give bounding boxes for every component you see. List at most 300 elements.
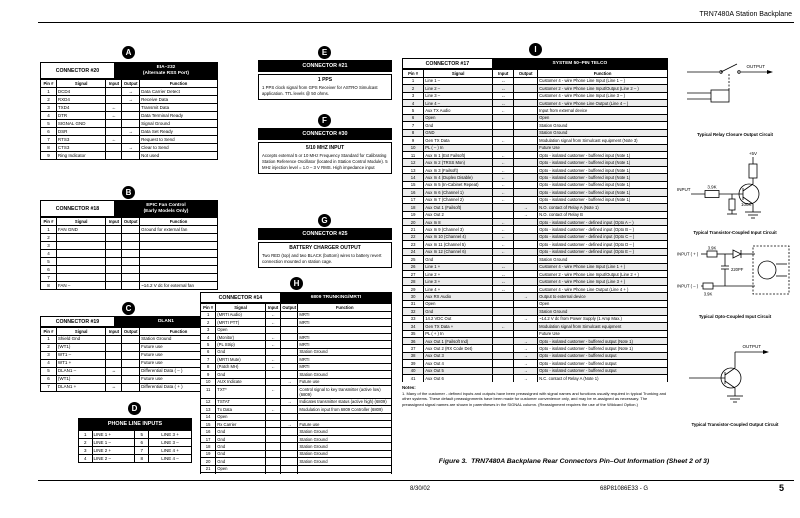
table-cell: 29 <box>403 285 424 292</box>
table-row <box>403 300 668 307</box>
pin-table-body <box>41 225 218 289</box>
connector-17-notes <box>402 385 668 407</box>
phone-line-inputs-table <box>78 430 192 463</box>
table-cell: ← <box>493 137 514 144</box>
table-row <box>201 319 392 326</box>
table-cell: ↔ <box>493 77 514 84</box>
connector-18-pin-table <box>40 217 218 289</box>
table-row <box>403 159 668 166</box>
table-cell: → <box>514 315 538 322</box>
table-row <box>201 473 392 474</box>
table-cell: MRTI <box>298 311 392 318</box>
table-cell <box>106 343 122 351</box>
table-cell: 5 <box>41 119 57 127</box>
table-cell <box>298 473 392 474</box>
table-cell: Aux In 2 (TRSS Mon) <box>424 159 493 166</box>
table-cell <box>140 273 218 281</box>
footer-page-number: 5 <box>778 483 784 493</box>
table-cell: Future use <box>140 359 218 367</box>
table-row <box>201 311 392 318</box>
table-cell: → <box>281 378 298 385</box>
table-cell: ↔ <box>493 92 514 99</box>
table-cell: Aux In 8 <box>424 218 493 225</box>
table-cell <box>122 111 140 119</box>
table-cell <box>122 265 140 273</box>
table-cell: 14 <box>201 413 216 420</box>
table-cell: → <box>281 421 298 428</box>
header-row <box>41 218 218 225</box>
table-cell: 33 <box>403 315 424 322</box>
table-cell <box>281 333 298 340</box>
notes-label: Notes: <box>402 385 416 390</box>
table-row <box>403 367 668 374</box>
table-cell: 21 <box>201 465 216 472</box>
connector-20-subtitle-line2: (Alternate RSS Port) <box>142 70 189 76</box>
table-cell: 9 <box>403 137 424 144</box>
column-header: Input <box>106 328 122 335</box>
table-cell: Opto - isolated customer - defined input (Opto A – ) <box>538 218 668 225</box>
table-cell: Opto - isolated customer - defined input (Opto D – ) <box>538 241 668 248</box>
table-cell: 12 <box>201 398 216 405</box>
table-cell: Aux TX Audio <box>424 107 493 114</box>
table-row <box>41 111 218 119</box>
table-cell: 5 <box>403 107 424 114</box>
table-cell: 17 <box>201 435 216 442</box>
table-cell: Aux Out 1 (Failsoft) <box>424 204 493 211</box>
table-cell: → <box>514 360 538 367</box>
table-cell: LINE 4 – <box>149 455 192 463</box>
pin-table-header <box>41 328 218 335</box>
table-cell: → <box>514 337 538 344</box>
phone-line-inputs-section <box>78 418 192 463</box>
connector-17-subtitle <box>493 59 667 68</box>
pin-table-body <box>41 87 218 159</box>
connector-20-title: CONNECTOR #20 <box>41 63 115 78</box>
table-cell <box>122 103 140 111</box>
table-row <box>41 119 218 127</box>
table-cell: Opto - isolated customer - buffered input (Note 1) <box>538 166 668 173</box>
table-cell <box>493 360 514 367</box>
table-cell: 34 <box>403 323 424 330</box>
table-cell: Opto - isolated customer - buffered output <box>538 360 668 367</box>
table-cell <box>514 196 538 203</box>
table-row <box>41 375 218 383</box>
table-cell: Station Ground <box>140 335 218 343</box>
table-cell <box>493 308 514 315</box>
table-cell: Station Ground <box>538 129 668 136</box>
relay-closure-output-circuit <box>674 56 796 137</box>
table-cell <box>493 375 514 382</box>
table-cell <box>514 263 538 270</box>
table-cell: ← <box>106 111 122 119</box>
table-row <box>41 95 218 103</box>
section-badge-c: C <box>122 302 135 315</box>
table-cell: ← <box>493 226 514 233</box>
table-cell: 10 <box>201 378 216 385</box>
table-cell: ← <box>265 311 280 318</box>
table-row <box>41 225 218 233</box>
table-cell: 4 <box>403 99 424 106</box>
table-cell <box>140 257 218 265</box>
table-cell: Station Ground <box>298 348 392 355</box>
table-row <box>403 114 668 121</box>
table-cell: Aux In 3 (Failsoft) <box>424 166 493 173</box>
table-cell: ← <box>106 103 122 111</box>
connector-17-pin-table <box>402 69 668 382</box>
table-cell: N.O. contact of Relay B <box>538 211 668 218</box>
table-cell <box>514 77 538 84</box>
table-cell <box>493 352 514 359</box>
table-row <box>403 330 668 337</box>
table-cell: TXT* <box>216 386 266 399</box>
table-cell: 10 <box>403 144 424 151</box>
table-cell: Open <box>538 300 668 307</box>
table-cell: 35 <box>403 330 424 337</box>
table-cell <box>106 265 122 273</box>
circuit-caption: Typical Opto-Coupled Input Circuit <box>698 314 772 319</box>
table-cell <box>140 233 218 241</box>
circuit-caption: Typical Relay Closure Output Circuit <box>696 132 774 137</box>
table-cell: → <box>514 345 538 352</box>
table-row <box>201 465 392 472</box>
table-cell: 8 <box>201 363 216 370</box>
output-arrowhead <box>767 70 773 74</box>
table-cell <box>493 330 514 337</box>
table-cell: Transmit Data <box>140 103 218 111</box>
table-cell: Data Set Ready <box>140 127 218 135</box>
table-cell: → <box>514 211 538 218</box>
table-cell <box>106 249 122 257</box>
table-cell <box>281 450 298 457</box>
table-cell: ← <box>265 363 280 370</box>
header-row <box>41 328 218 335</box>
column-header: Input <box>493 70 514 77</box>
table-cell: TSTAT <box>216 398 266 405</box>
table-cell: (MRTI Mute) <box>216 356 266 363</box>
table-cell: Opto - isolated customer - buffered input (Note 1) <box>538 181 668 188</box>
connector-21-box-text: 1 PPS clock signal from GPS Receiver for ASTRO Simulcast application. TTL levels @ 50 ohms. <box>262 85 378 97</box>
table-row <box>403 241 668 248</box>
connector-30-title: CONNECTOR #30 <box>258 128 392 140</box>
phone-table-body <box>79 431 192 463</box>
table-cell: Clear to Send <box>140 143 218 151</box>
table-cell: Line 1 – <box>424 77 493 84</box>
table-cell: RTS3 <box>56 135 106 143</box>
table-cell: Opto - isolated customer - buffered input (Note 1) <box>538 174 668 181</box>
table-cell: DLAN1 – <box>56 367 106 375</box>
column-header: Input <box>265 304 280 311</box>
table-row <box>403 137 668 144</box>
relay-closure-output-circuit-diagram <box>675 56 795 126</box>
resistor2-label: 3.9K <box>703 291 713 297</box>
table-cell: 39 <box>403 360 424 367</box>
table-cell: 26 <box>403 263 424 270</box>
table-cell <box>265 450 280 457</box>
table-row <box>201 348 392 355</box>
table-cell: ~14.2 V dc for external fan <box>140 281 218 289</box>
table-cell: Gnd <box>216 371 266 378</box>
table-cell <box>493 367 514 374</box>
phone-line-inputs-title: PHONE LINE INPUTS <box>78 418 192 430</box>
table-row <box>79 431 192 439</box>
section-badge-e: E <box>318 46 331 59</box>
transistor-coupled-input-circuit-diagram <box>675 146 795 224</box>
input-label: INPUT <box>677 187 691 192</box>
connector-18-title: CONNECTOR #18 <box>41 201 115 216</box>
table-cell <box>281 473 298 474</box>
table-cell <box>281 435 298 442</box>
table-cell: 7 <box>135 447 149 455</box>
table-cell <box>493 144 514 151</box>
table-cell: 7 <box>41 135 57 143</box>
table-cell: Opto - isolated customer - defined input (Opto C – ) <box>538 233 668 240</box>
table-cell: Gen TX Data <box>424 137 493 144</box>
table-cell: → <box>514 375 538 382</box>
table-cell: WT1 + <box>56 359 106 367</box>
table-cell <box>265 326 280 333</box>
table-cell: Receive Data <box>140 95 218 103</box>
table-cell <box>122 151 140 159</box>
connector-20-subtitle-line1: EIA–232 <box>156 64 176 70</box>
table-row <box>403 308 668 315</box>
connector-21-infobox <box>258 74 392 100</box>
table-row <box>41 343 218 351</box>
table-cell: 15 <box>403 181 424 188</box>
table-cell: LINE 2 + <box>92 447 135 455</box>
table-cell <box>265 473 280 474</box>
table-row <box>403 233 668 240</box>
table-cell <box>106 359 122 367</box>
table-cell: Gnd <box>424 308 493 315</box>
table-cell: 1 <box>79 431 93 439</box>
header-row <box>41 80 218 87</box>
transistor-symbol <box>691 157 761 218</box>
section-badge-g: G <box>318 214 331 227</box>
table-cell: 1 <box>41 225 57 233</box>
table-cell <box>514 278 538 285</box>
table-row <box>41 249 218 257</box>
table-row <box>201 356 392 363</box>
column-header: Signal <box>56 218 106 225</box>
table-cell: Opto - isolated customer - defined input (Opto E – ) <box>538 248 668 255</box>
table-cell: ↔ <box>493 263 514 270</box>
table-cell: MRTI <box>298 356 392 363</box>
table-row <box>41 241 218 249</box>
table-cell: 28 <box>403 278 424 285</box>
table-row <box>41 351 218 359</box>
table-cell: 6 <box>41 375 57 383</box>
connector-30-box-title: 5/10 MHZ INPUT <box>305 145 345 151</box>
table-cell: 20 <box>201 458 216 465</box>
table-cell: 41 <box>403 375 424 382</box>
table-cell: Aux In 12 (Channel 6) <box>424 248 493 255</box>
table-cell: Line 4 – <box>424 99 493 106</box>
table-cell <box>493 122 514 129</box>
table-row <box>201 326 392 333</box>
table-cell: RXD4 <box>56 95 106 103</box>
table-cell: Modulation input from 6809 Controller (6809) <box>298 406 392 413</box>
table-cell: 8 <box>41 143 57 151</box>
table-cell <box>514 122 538 129</box>
table-cell: ← <box>493 174 514 181</box>
table-cell: ← <box>493 218 514 225</box>
table-cell: Opto - isolated customer - buffered output <box>538 352 668 359</box>
table-cell: MRTI <box>298 341 392 348</box>
table-cell: Aux Out 2 <box>424 211 493 218</box>
table-row <box>201 333 392 340</box>
opto-coupler-symbol <box>701 246 789 294</box>
table-cell: 4 <box>201 333 216 340</box>
pin-table-body <box>201 311 392 474</box>
connector-21-title: CONNECTOR #21 <box>258 60 392 72</box>
table-cell: LINE 3 – <box>149 439 192 447</box>
table-cell: 2 <box>201 319 216 326</box>
table-cell: Differential Data ( – ) <box>140 367 218 375</box>
table-cell: → <box>122 87 140 95</box>
table-cell: 20 <box>403 218 424 225</box>
table-row <box>403 352 668 359</box>
table-cell <box>493 114 514 121</box>
table-cell: N.C. contact of Relay A (Note 1) <box>538 375 668 382</box>
table-cell: Gnd <box>424 256 493 263</box>
table-cell <box>56 265 106 273</box>
table-cell: Aux Out 4 <box>424 360 493 367</box>
section-badge-a: A <box>122 46 135 59</box>
opto-coupled-input-circuit <box>674 242 796 319</box>
table-cell: (PL Strip) <box>216 341 266 348</box>
table-cell <box>493 204 514 211</box>
table-row <box>201 413 392 420</box>
table-cell <box>106 257 122 265</box>
table-cell <box>514 271 538 278</box>
table-cell <box>122 233 140 241</box>
table-cell: 7 <box>41 273 57 281</box>
capacitor-label: 220PF <box>731 267 744 272</box>
table-cell <box>281 311 298 318</box>
page-header-title: TRN7480A Station Backplane <box>699 11 792 18</box>
table-cell <box>493 256 514 263</box>
table-cell: 18 <box>201 443 216 450</box>
circuit-caption: Typical Transistor-Coupled Input Circuit <box>693 230 777 235</box>
table-cell: Aux In 6 (Channel 1) <box>424 189 493 196</box>
table-cell: Customer 4 - wire Phone Line Input (Line 1 + ) <box>538 263 668 270</box>
table-cell <box>514 226 538 233</box>
table-cell: ← <box>265 406 280 413</box>
table-cell: 38 <box>403 352 424 359</box>
connector-30-infobox <box>258 142 392 174</box>
table-cell: ← <box>493 233 514 240</box>
table-row <box>41 359 218 367</box>
table-cell: ← <box>265 356 280 363</box>
table-row <box>403 174 668 181</box>
table-row <box>403 107 668 114</box>
table-cell: Future use <box>140 343 218 351</box>
table-row <box>403 345 668 352</box>
table-cell: 8 <box>135 455 149 463</box>
table-cell: Open <box>424 114 493 121</box>
input-plus-label: INPUT ( + ) <box>677 251 699 257</box>
table-cell <box>514 144 538 151</box>
table-row <box>41 273 218 281</box>
table-cell: Future Use <box>538 330 668 337</box>
table-cell <box>106 95 122 103</box>
table-cell: LINE 3 + <box>149 431 192 439</box>
table-cell <box>514 92 538 99</box>
table-cell: ← <box>493 196 514 203</box>
table-cell: DCD4 <box>56 87 106 95</box>
column-header: Function <box>140 218 218 225</box>
table-row <box>201 458 392 465</box>
table-cell: 16 <box>403 189 424 196</box>
table-cell: 15 <box>201 421 216 428</box>
connector-19-section <box>40 316 218 392</box>
table-cell: Customer 2 - wire Phone Line Input/Output (Line 2 + ) <box>538 271 668 278</box>
table-cell: Line 1 + <box>424 263 493 270</box>
column-header: Signal <box>56 328 106 335</box>
circuit-caption: Typical Transistor-Coupled Output Circuit <box>691 422 779 427</box>
table-cell: Aux Out 5 <box>424 367 493 374</box>
table-cell: 11 <box>201 386 216 399</box>
connector-19-title: CONNECTOR #19 <box>41 317 115 326</box>
table-row <box>403 77 668 84</box>
table-cell: Aux Out 1 (Failsoft Ind) <box>424 337 493 344</box>
table-cell <box>265 428 280 435</box>
table-cell: ↔ <box>106 367 122 375</box>
table-cell <box>493 345 514 352</box>
table-cell <box>514 218 538 225</box>
table-cell: Differential Data ( + ) <box>140 383 218 391</box>
table-cell: ← <box>265 333 280 340</box>
connector-25-section <box>258 228 392 268</box>
table-cell <box>265 443 280 450</box>
table-cell: Line 4 + <box>424 285 493 292</box>
table-row <box>403 211 668 218</box>
column-header: Output <box>123 328 138 334</box>
opto-coupled-input-circuit-diagram <box>675 242 795 308</box>
table-cell <box>140 265 218 273</box>
table-cell: Station Ground <box>538 308 668 315</box>
column-header: Signal <box>56 80 106 87</box>
table-cell: 25 <box>403 256 424 263</box>
table-cell <box>493 211 514 218</box>
output-label: OUTPUT <box>746 64 765 69</box>
table-cell: → <box>122 127 140 135</box>
table-cell <box>106 273 122 281</box>
table-cell <box>281 341 298 348</box>
table-row <box>403 226 668 233</box>
transistor-symbol <box>689 352 763 402</box>
table-cell: Gen TX Data + <box>424 323 493 330</box>
table-row <box>201 371 392 378</box>
table-cell <box>265 465 280 472</box>
table-cell: ← <box>265 319 280 326</box>
table-row <box>79 447 192 455</box>
table-cell: 1 <box>41 87 57 95</box>
table-cell: Modulation signal from Simulcast equipment <box>538 323 668 330</box>
column-header: Function <box>298 304 392 311</box>
table-cell: LINE 1 + <box>92 431 135 439</box>
table-cell: 32 <box>403 308 424 315</box>
table-cell: 12 <box>403 159 424 166</box>
table-cell: 4 <box>41 111 57 119</box>
resistor2-label: 100K <box>741 202 752 207</box>
table-cell <box>281 386 298 399</box>
table-row <box>201 363 392 370</box>
table-row <box>41 257 218 265</box>
table-cell: Station Ground <box>298 371 392 378</box>
table-cell <box>281 326 298 333</box>
table-cell: ~14.2 V dc from Power Supply (1 Amp Max.) <box>538 315 668 322</box>
